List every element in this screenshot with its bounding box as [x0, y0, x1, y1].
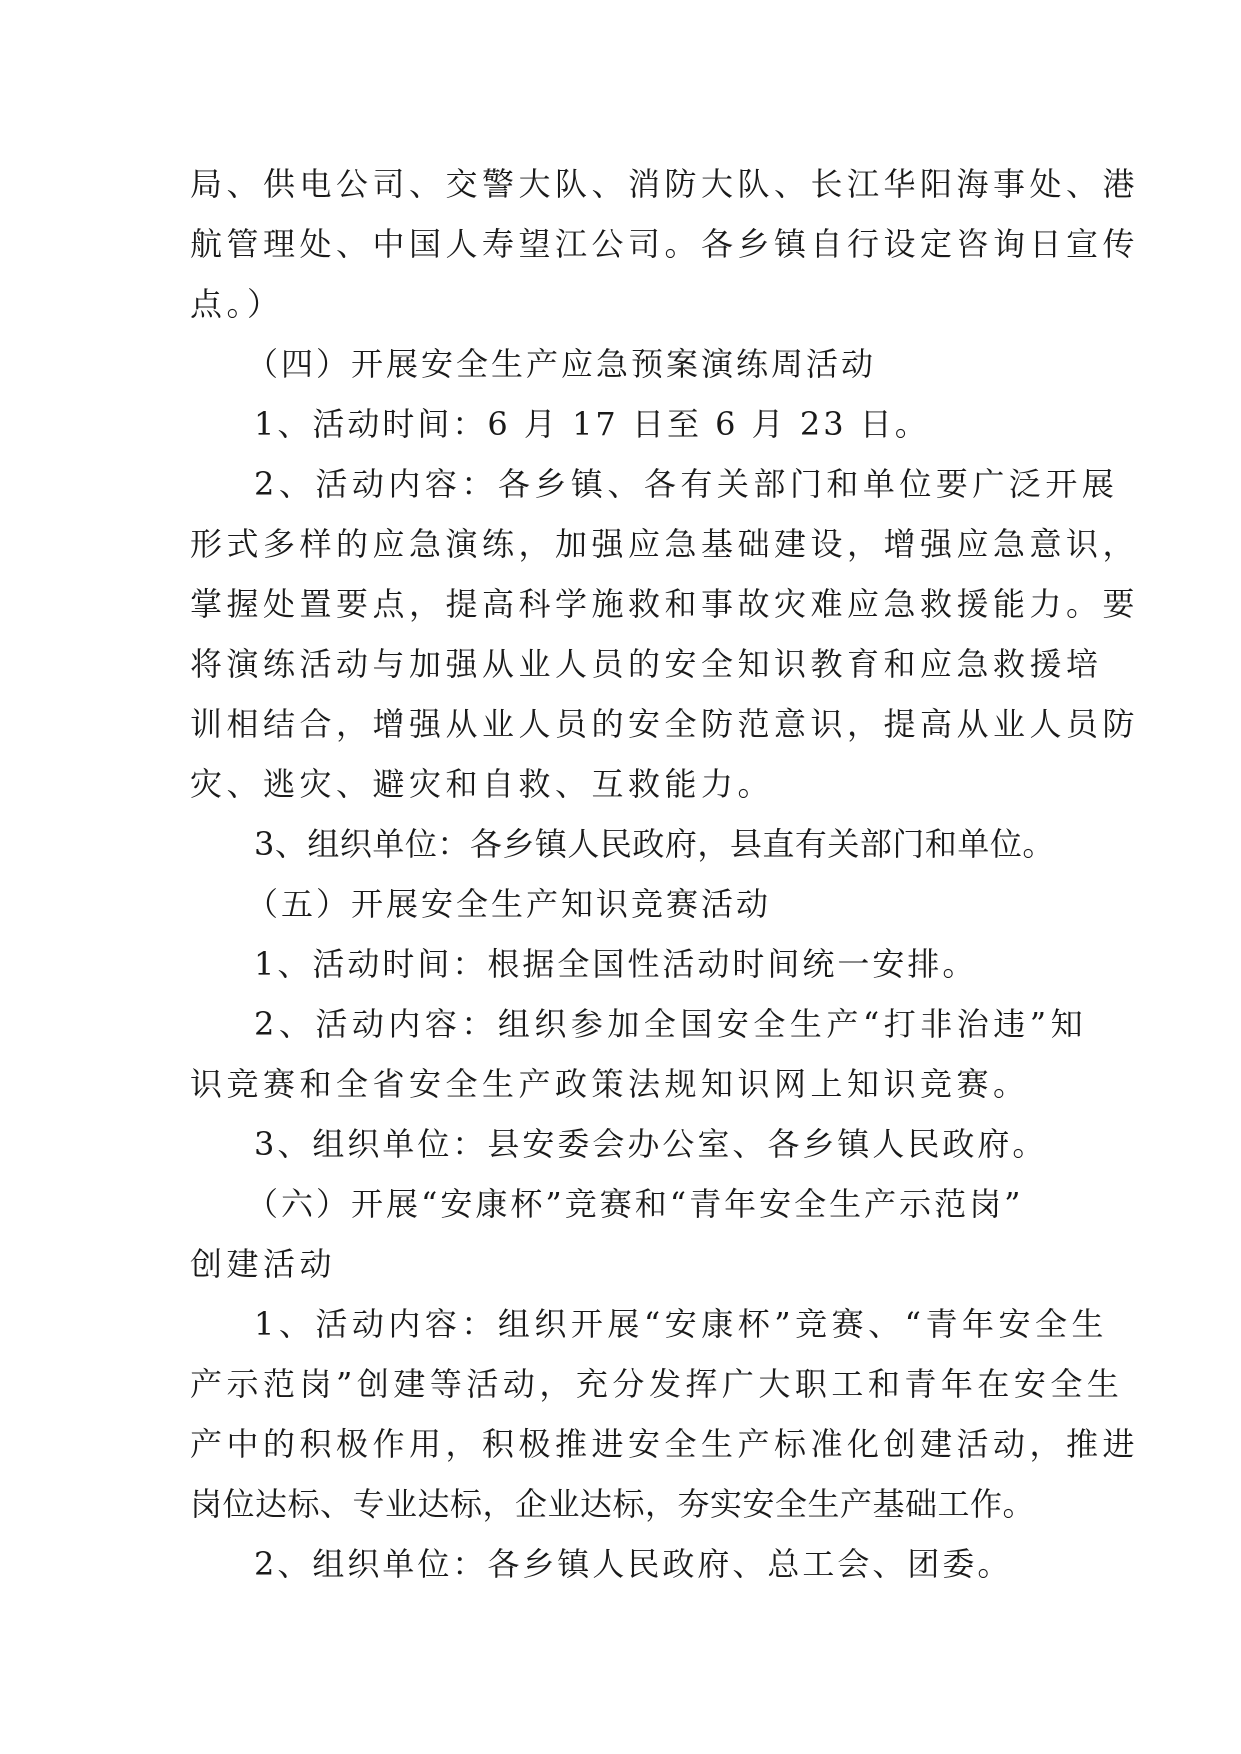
body-text-line: 将演练活动与加强从业人员的安全知识教育和应急救援培	[190, 645, 1103, 683]
list-item-content: 2、活动内容：组织参加全国安全生产“打非治违”知	[254, 1005, 1088, 1043]
body-text-line: 形式多样的应急演练，加强应急基础建设，增强应急意识，	[190, 525, 1140, 563]
body-text-line: 航管理处、中国人寿望江公司。各乡镇自行设定咨询日宣传	[190, 225, 1140, 263]
body-text-line: 产中的积极作用，积极推进安全生产标准化创建活动，推进	[190, 1425, 1140, 1463]
body-text-line: 训相结合，增强从业人员的安全防范意识，提高从业人员防	[190, 705, 1140, 743]
body-text-line: 灾、逃灾、避灾和自救、互救能力。	[190, 765, 775, 803]
list-item-organizer: 3、组织单位：各乡镇人民政府，县直有关部门和单位。	[254, 825, 1055, 863]
list-item-time: 1、活动时间：根据全国性活动时间统一安排。	[254, 945, 978, 983]
body-text-line: 产示范岗”创建等活动，充分发挥广大职工和青年在安全生	[190, 1365, 1124, 1403]
body-text-line: 创建活动	[190, 1245, 337, 1283]
section-heading-5: （五）开展安全生产知识竞赛活动	[246, 885, 772, 923]
body-text-line: 岗位达标、专业达标，企业达标，夯实安全生产基础工作。	[190, 1485, 1036, 1523]
body-text-line: 局、供电公司、交警大队、消防大队、长江华阳海事处、港	[190, 165, 1140, 203]
list-item-content: 2、活动内容：各乡镇、各有关部门和单位要广泛开展	[254, 465, 1119, 503]
list-item-organizer: 3、组织单位：县安委会办公室、各乡镇人民政府。	[254, 1125, 1048, 1163]
body-text-line: 点。）	[190, 285, 284, 323]
list-item-time: 1、活动时间：6 月 17 日至 6 月 23 日。	[254, 405, 930, 443]
section-heading-4: （四）开展安全生产应急预案演练周活动	[246, 345, 877, 383]
list-item-content: 1、活动内容：组织开展“安康杯”竞赛、“青年安全生	[254, 1305, 1108, 1343]
list-item-organizer: 2、组织单位：各乡镇人民政府、总工会、团委。	[254, 1545, 1013, 1583]
body-text-line: 识竞赛和全省安全生产政策法规知识网上知识竞赛。	[190, 1065, 1030, 1103]
body-text-line: 掌握处置要点，提高科学施救和事故灾难应急救援能力。要	[190, 585, 1140, 623]
section-heading-6: （六）开展“安康杯”竞赛和“青年安全生产示范岗”	[246, 1185, 1024, 1223]
